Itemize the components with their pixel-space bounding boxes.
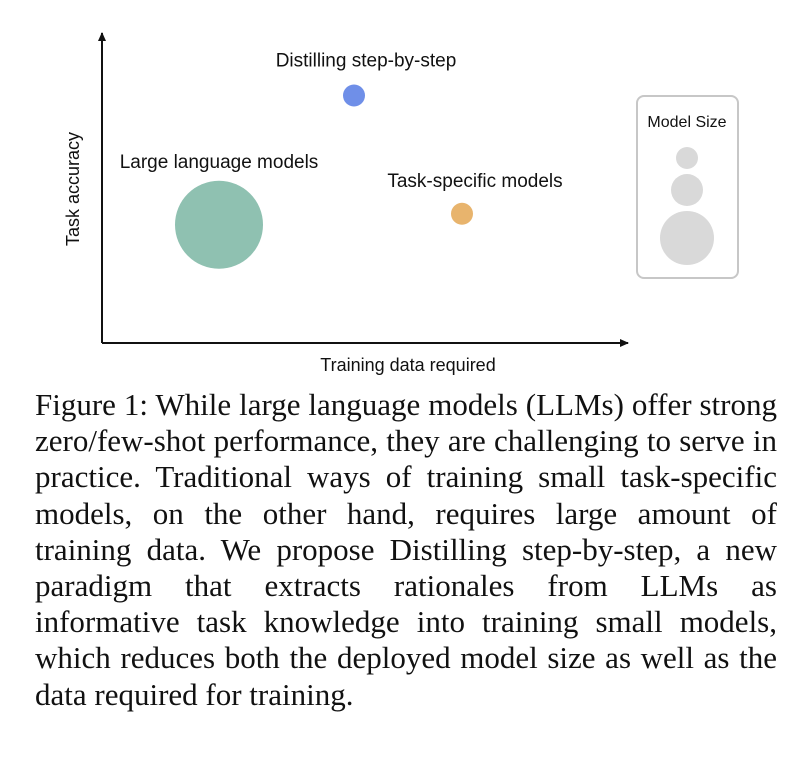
legend-title: Model Size bbox=[647, 114, 727, 131]
legend-circle-medium bbox=[671, 174, 703, 206]
figure-caption bbox=[35, 387, 777, 713]
legend-circle-large bbox=[660, 211, 714, 265]
x-axis-label: Training data required bbox=[320, 355, 496, 375]
figure-label: Figure 1: bbox=[35, 387, 148, 422]
size-legend bbox=[637, 96, 738, 278]
label-task-specific-models: Task-specific models bbox=[387, 170, 563, 192]
point-task-specific-models bbox=[451, 203, 473, 225]
label-large-language-models: Large language models bbox=[119, 151, 319, 173]
data-points bbox=[120, 51, 563, 269]
label-distilling-step-by-step: Distilling step-by-step bbox=[275, 50, 457, 72]
caption-text: While large language models (LLMs) offer strong zero/few-shot performance, they are challenging to serve in practice. Traditional ways of training small task-specific models, on the other hand, requires large amount of training data. We propose Distilling step-by-step, a new paradigm that extracts rationales from LLMs as informative task knowledge into training small models, which reduces both the deployed model size as well as the data required for training. bbox=[35, 387, 777, 712]
figure-chart bbox=[0, 0, 800, 380]
point-distilling-step-by-step bbox=[343, 85, 365, 107]
legend-circle-small bbox=[676, 147, 698, 169]
point-large-language-models bbox=[175, 181, 263, 269]
y-axis-label: Task accuracy bbox=[63, 131, 83, 247]
